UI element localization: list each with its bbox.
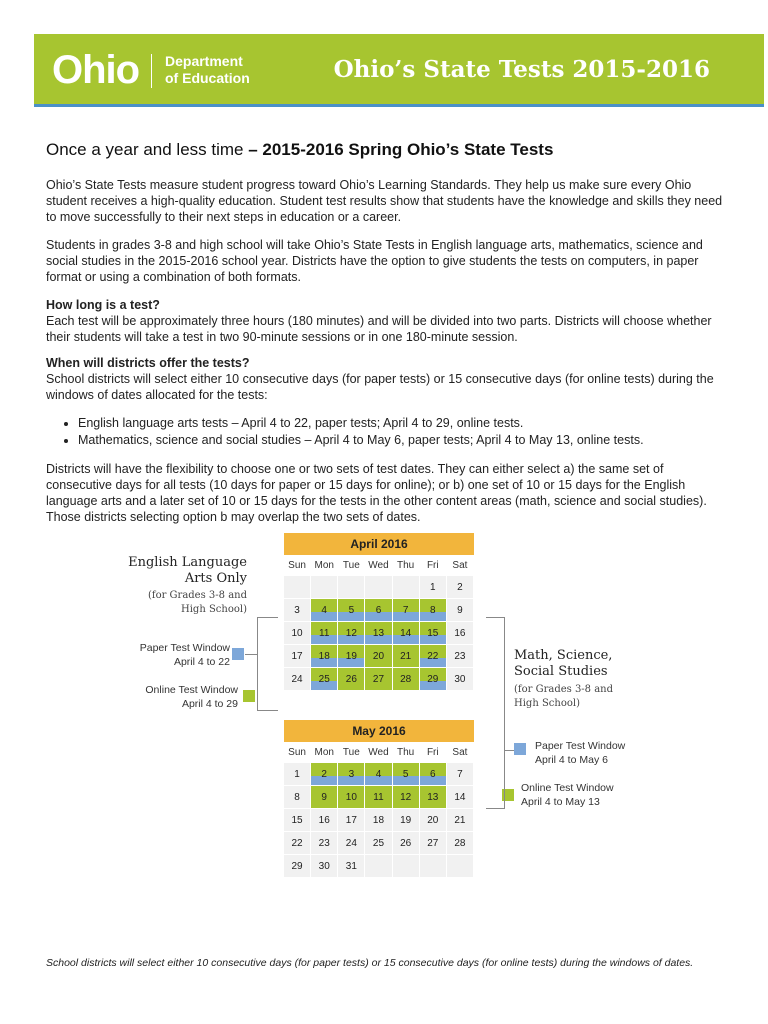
calendar-day: 11 bbox=[365, 786, 392, 809]
calendar-day: 22 bbox=[284, 832, 311, 855]
list-item: • Mathematics, science and social studies – April 4 to May 6, paper tests; April 4 to May 13, online tests. bbox=[78, 432, 738, 449]
calendar-day: 6 bbox=[365, 599, 392, 622]
department-line-2: of Education bbox=[165, 70, 250, 86]
logo-divider bbox=[151, 54, 152, 88]
calendar-day: 27 bbox=[420, 832, 447, 855]
math-paper-legend bbox=[535, 739, 625, 767]
weekday-header: Mon bbox=[311, 742, 338, 763]
calendar-day: 15 bbox=[284, 809, 311, 832]
math-paper-swatch bbox=[514, 743, 526, 755]
calendar-day: 19 bbox=[393, 809, 420, 832]
calendar-day: 28 bbox=[393, 668, 420, 691]
calendar-day bbox=[393, 576, 420, 599]
math-online-legend bbox=[521, 781, 614, 809]
math-title bbox=[514, 648, 612, 680]
calendar-day: 3 bbox=[284, 599, 311, 622]
ela-online-legend bbox=[145, 683, 238, 711]
calendar-day: 20 bbox=[365, 645, 392, 668]
test-dates-answer: School districts will select either 10 consecutive days (for paper tests) or 15 consecutive days (for online tests) during the windows of dates allocated for the tests: bbox=[46, 372, 714, 402]
april-calendar-grid bbox=[284, 555, 474, 691]
ela-paper-label: Paper Test Window bbox=[139, 642, 230, 654]
calendar-day: 10 bbox=[338, 786, 365, 809]
calendar-day: 7 bbox=[393, 599, 420, 622]
calendar-day: 12 bbox=[338, 622, 365, 645]
calendar-day: 2 bbox=[447, 576, 474, 599]
weekday-header: Wed bbox=[365, 742, 392, 763]
calendar-day: 2 bbox=[311, 763, 338, 786]
april-calendar-title: April 2016 bbox=[284, 533, 474, 555]
calendar-day: 17 bbox=[338, 809, 365, 832]
ela-online-swatch bbox=[243, 690, 255, 702]
calendar-day: 15 bbox=[420, 622, 447, 645]
math-title-line-2: Social Studies bbox=[514, 664, 608, 679]
ela-title-line-1: English Language bbox=[128, 555, 247, 570]
ela-online-label: Online Test Window bbox=[145, 684, 238, 696]
weekday-header: Thu bbox=[393, 742, 420, 763]
may-calendar bbox=[284, 720, 474, 878]
calendar-day: 4 bbox=[311, 599, 338, 622]
test-dates-section bbox=[46, 355, 726, 403]
math-online-label: Online Test Window bbox=[521, 782, 614, 794]
calendar-day: 26 bbox=[338, 668, 365, 691]
list-item: • English language arts tests – April 4 to 22, paper tests; April 4 to 29, online tests. bbox=[78, 415, 738, 432]
title-bold: 2016 Spring Ohio’s State Tests bbox=[305, 140, 554, 159]
calendar-day: 29 bbox=[420, 668, 447, 691]
calendar-day bbox=[393, 855, 420, 878]
calendar-day: 20 bbox=[420, 809, 447, 832]
calendar-day: 6 bbox=[420, 763, 447, 786]
title-pre: Once a year and less time bbox=[46, 140, 244, 159]
page-title bbox=[46, 140, 553, 160]
calendar-day: 25 bbox=[311, 668, 338, 691]
calendar-day: 26 bbox=[393, 832, 420, 855]
test-window-list bbox=[62, 415, 738, 449]
math-bracket bbox=[486, 617, 505, 809]
calendar-day: 18 bbox=[311, 645, 338, 668]
calendar-day: 8 bbox=[284, 786, 311, 809]
ela-paper-legend bbox=[140, 641, 230, 669]
calendar-day: 21 bbox=[393, 645, 420, 668]
math-paper-dates: April 4 to May 6 bbox=[535, 754, 608, 766]
calendar-day: 3 bbox=[338, 763, 365, 786]
weekday-header: Fri bbox=[420, 555, 447, 576]
banner-underline bbox=[34, 104, 764, 107]
weekday-header: Sun bbox=[284, 555, 311, 576]
ela-online-dates: April 4 to 29 bbox=[181, 698, 238, 710]
math-subtitle bbox=[514, 683, 613, 711]
department-line-1: Department bbox=[165, 53, 243, 69]
weekday-header: Sun bbox=[284, 742, 311, 763]
calendar-day: 1 bbox=[284, 763, 311, 786]
math-online-dates: April 4 to May 13 bbox=[521, 796, 600, 808]
calendar-day: 16 bbox=[311, 809, 338, 832]
calendar-day: 11 bbox=[311, 622, 338, 645]
weekday-header: Sat bbox=[447, 555, 474, 576]
calendar-day: 5 bbox=[338, 599, 365, 622]
ela-paper-connector bbox=[245, 654, 257, 655]
math-title-line-1: Math, Science, bbox=[514, 648, 613, 663]
calendar-day: 23 bbox=[311, 832, 338, 855]
math-subtitle-line-2: High School) bbox=[514, 698, 580, 709]
calendar-day: 18 bbox=[365, 809, 392, 832]
calendar-day: 9 bbox=[447, 599, 474, 622]
weekday-header: Mon bbox=[311, 555, 338, 576]
calendar-day bbox=[311, 576, 338, 599]
calendar-day: 31 bbox=[338, 855, 365, 878]
calendar-day: 13 bbox=[420, 786, 447, 809]
calendar-day: 8 bbox=[420, 599, 447, 622]
ela-subtitle-line-2: High School) bbox=[181, 604, 247, 615]
title-dash: – 2015- bbox=[243, 140, 306, 159]
calendar-day bbox=[447, 855, 474, 878]
test-length-section bbox=[46, 297, 726, 345]
calendar-day: 14 bbox=[447, 786, 474, 809]
flexibility-paragraph: Districts will have the flexibility to choose one or two sets of test dates. They can either select a) the same set of consecutive days for all tests (10 days for paper or 15 days for online); or b) one set of 10 or 15 days for the English language arts and a later set of 10 or 15 days for the tests in the other content areas (math, science and social studies). Those districts selecting option b may overlap the two sets of dates. bbox=[46, 462, 707, 524]
calendar-day: 24 bbox=[284, 668, 311, 691]
ela-paper-dates: April 4 to 22 bbox=[173, 656, 230, 668]
test-length-question: How long is a test? bbox=[46, 298, 160, 312]
calendar-day bbox=[365, 576, 392, 599]
math-paper-label: Paper Test Window bbox=[535, 740, 626, 752]
weekday-header: Wed bbox=[365, 555, 392, 576]
calendar-day: 22 bbox=[420, 645, 447, 668]
weekday-header: Sat bbox=[447, 742, 474, 763]
calendar-day: 17 bbox=[284, 645, 311, 668]
test-length-answer: Each test will be approximately three hours (180 minutes) and will be divided into two parts. Districts will choose whether their students will take a test in two 90-minute sessions or in one 180-minute session. bbox=[46, 314, 712, 344]
ela-title bbox=[128, 555, 247, 587]
intro-paragraph: Ohio’s State Tests measure student progress toward Ohio’s Learning Standards. They help us make sure every Ohio student receives a high-quality education. Student test results show that students have the knowledge and skills they need to move successfully to their next steps in education or a career. bbox=[46, 178, 723, 224]
calendar-day: 12 bbox=[393, 786, 420, 809]
calendar-day: 19 bbox=[338, 645, 365, 668]
calendar-day: 29 bbox=[284, 855, 311, 878]
calendar-day bbox=[338, 576, 365, 599]
department-name bbox=[165, 53, 250, 87]
grades-paragraph: Students in grades 3-8 and high school will take Ohio’s State Tests in English language arts, mathematics, science and social studies in the 2015-2016 school year. Districts have the option to give students the tests on computers, in paper format or using a combination of both formats. bbox=[46, 238, 703, 284]
calendar-day: 23 bbox=[447, 645, 474, 668]
ela-title-line-2: Arts Only bbox=[184, 571, 247, 586]
calendar-day: 14 bbox=[393, 622, 420, 645]
math-paper-connector bbox=[504, 750, 514, 751]
calendar-day: 25 bbox=[365, 832, 392, 855]
ela-subtitle bbox=[148, 589, 247, 617]
weekday-header: Tue bbox=[338, 742, 365, 763]
calendar-caption: School districts will select either 10 consecutive days (for paper tests) or 15 consecutive days (for online tests) during the windows of dates. bbox=[46, 957, 694, 969]
weekday-header: Tue bbox=[338, 555, 365, 576]
calendar-day: 30 bbox=[447, 668, 474, 691]
weekday-header: Fri bbox=[420, 742, 447, 763]
may-calendar-title: May 2016 bbox=[284, 720, 474, 742]
calendar-day bbox=[284, 576, 311, 599]
calendar-day: 9 bbox=[311, 786, 338, 809]
calendar-day: 24 bbox=[338, 832, 365, 855]
calendar-day bbox=[365, 855, 392, 878]
test-dates-question: When will districts offer the tests? bbox=[46, 356, 250, 370]
calendar-day: 5 bbox=[393, 763, 420, 786]
may-calendar-grid bbox=[284, 742, 474, 878]
calendar-day: 10 bbox=[284, 622, 311, 645]
ohio-logo: Ohio bbox=[52, 48, 140, 92]
calendar-day: 16 bbox=[447, 622, 474, 645]
math-subtitle-line-1: (for Grades 3-8 and bbox=[514, 684, 614, 695]
calendar-day: 21 bbox=[447, 809, 474, 832]
ela-paper-swatch bbox=[232, 648, 244, 660]
calendar-day bbox=[420, 855, 447, 878]
calendar-day: 13 bbox=[365, 622, 392, 645]
ela-subtitle-line-1: (for Grades 3-8 and bbox=[147, 590, 247, 601]
calendar-day: 4 bbox=[365, 763, 392, 786]
calendar-day: 1 bbox=[420, 576, 447, 599]
calendar-day: 28 bbox=[447, 832, 474, 855]
april-calendar bbox=[284, 533, 474, 691]
calendar-day: 7 bbox=[447, 763, 474, 786]
banner-title: Ohio’s State Tests 2015-2016 bbox=[333, 56, 710, 83]
calendar-day: 27 bbox=[365, 668, 392, 691]
ela-bracket bbox=[257, 617, 278, 711]
weekday-header: Thu bbox=[393, 555, 420, 576]
calendar-day: 30 bbox=[311, 855, 338, 878]
